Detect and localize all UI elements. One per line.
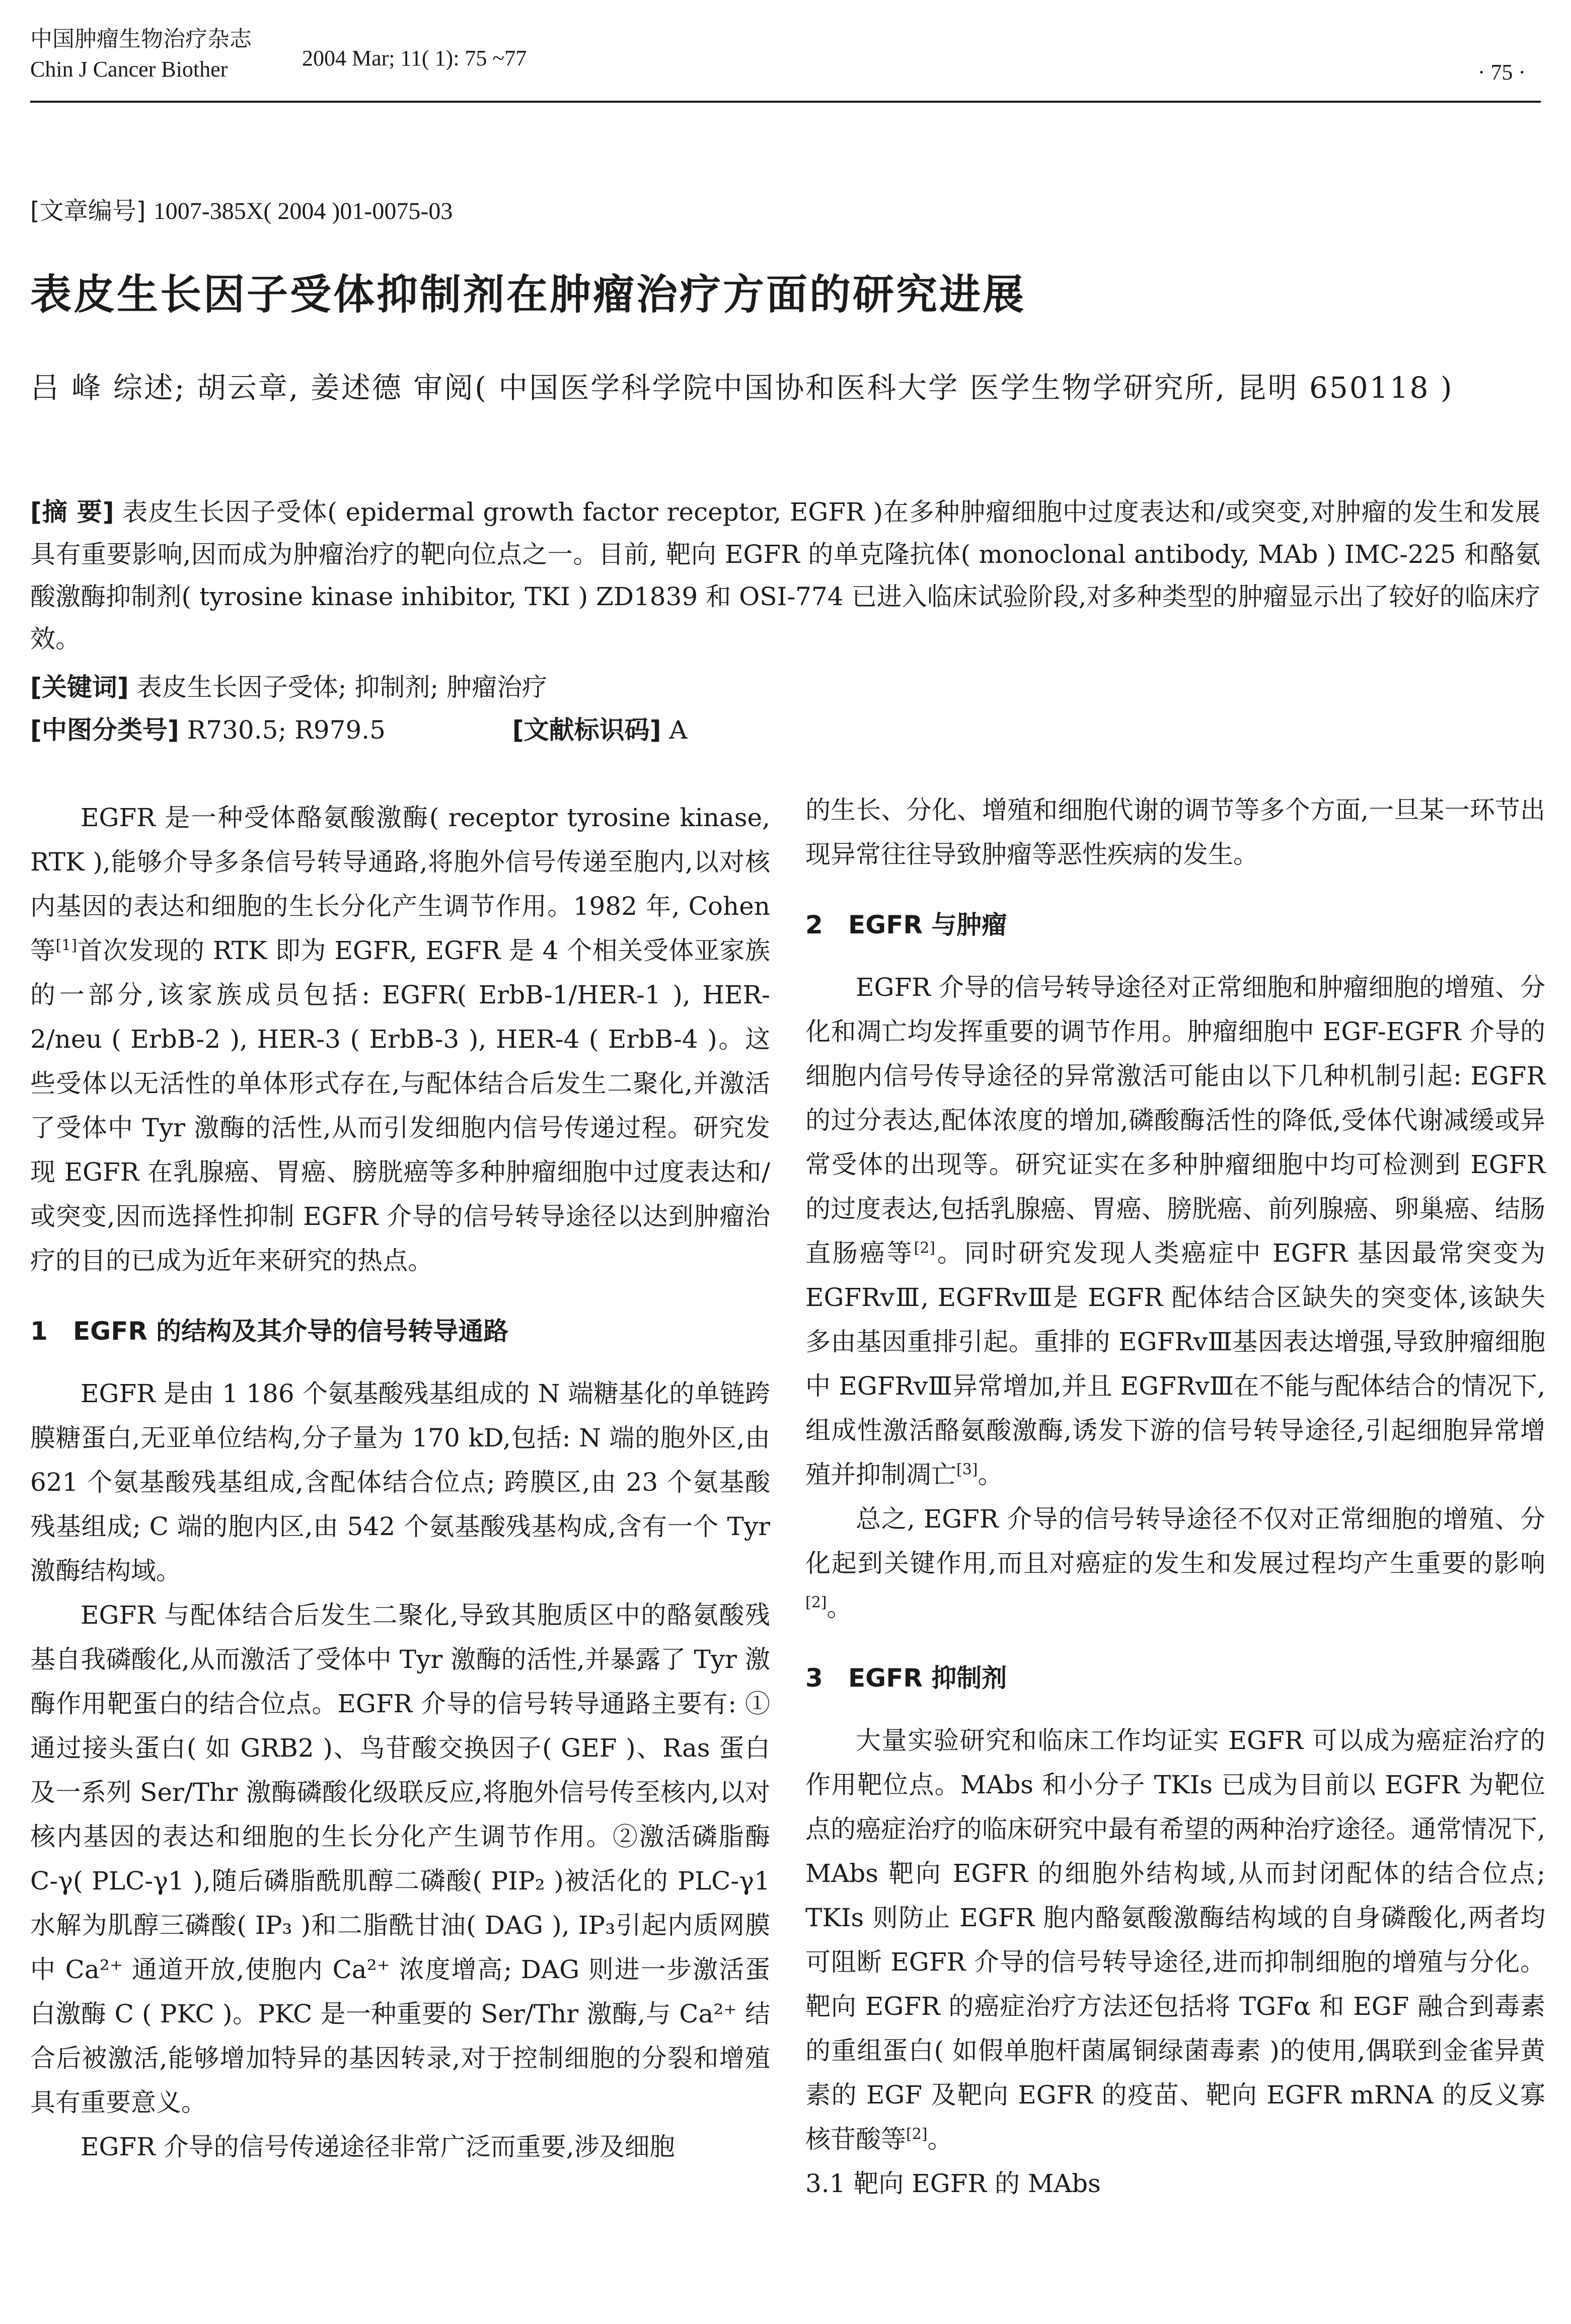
journal-header	[30, 24, 252, 85]
article-number-value: 1007-385X( 2004 )01-0075-03	[153, 198, 453, 225]
classification-label: [中图分类号]	[30, 715, 179, 745]
section-heading-2: 2 EGFR 与肿瘤	[805, 910, 1007, 939]
citation: [2]	[906, 2125, 928, 2143]
article-number	[30, 191, 453, 226]
journal-name-cn: 中国肿瘤生物治疗杂志	[30, 27, 252, 51]
header-rule	[30, 101, 1541, 103]
paragraph: 的生长、分化、增殖和细胞代谢的调节等多个方面,一旦某一环节出现异常往往导致肿瘤等恶性疾病的发生。	[805, 795, 1545, 869]
abstract	[30, 491, 1540, 660]
paragraph: EGFR 是一种受体酪氨酸激酶( receptor tyrosine kinase, RTK ),能够介导多条信号转导通路,将胞外信号传递至胞内,以对核内基因的表达和细胞的生长分化产生调节作用。1982 年, Cohen 等[1]首次发现的 RTK 即为 EGFR, EGFR 是 4 个相关受体亚家族的一部分,该家族成员包括: EGFR( ErbB-1/HER-1 ), HER-2/neu ( ErbB-2 ), HER-3 ( ErbB-3 ), HER-4 ( ErbB-4 )。这些受体以无活性的单体形式存在,与配体结合后发生二聚化,并激活了受体中 Tyr 激酶的活性,从而引发细胞内信号传递过程。研究发现 EGFR 在乳腺癌、胃癌、膀胱癌等多种肿瘤细胞中过度表达和/或突变,因而选择性抑制 EGFR 介导的信号转导途径以达到肿瘤治疗的目的已成为近年来研究的热点。	[30, 803, 770, 1275]
section-heading-1: 1 EGFR 的结构及其介导的信号转导通路	[30, 1317, 509, 1346]
keywords-label: [关键词]	[30, 673, 129, 702]
paragraph: EGFR 介导的信号转导途径对正常细胞和肿瘤细胞的增殖、分化和凋亡均发挥重要的调节作用。肿瘤细胞中 EGF-EGFR 介导的细胞内信号传导途径的异常激活可能由以下几种机制引起: EGFR 的过分表达,配体浓度的增加,磷酸酶活性的降低,受体代谢减缓或异常受体的出现等。研究证实在多种肿瘤细胞中均可检测到 EGFR 的过度表达,包括乳腺癌、胃癌、膀胱癌、前列腺癌、卵巢癌、结肠直肠癌等[2]。同时研究发现人类癌症中 EGFR 基因最常突变为 EGFRvⅢ, EGFRvⅢ是 EGFR 配体结合区缺失的突变体,该缺失多由基因重排引起。重排的 EGFRvⅢ基因表达增强,导致肿瘤细胞中 EGFRvⅢ异常增加,并且 EGFRvⅢ在不能与配体结合的情况下,组成性激活酪氨酸激酶,诱发下游的信号转导途径,引起细胞异常增殖并抑制凋亡[3]。	[805, 973, 1545, 1489]
paragraph: EGFR 与配体结合后发生二聚化,导致其胞质区中的酪氨酸残基自我磷酸化,从而激活了受体中 Tyr 激酶的活性,并暴露了 Tyr 激酶作用靶蛋白的结合位点。EGFR 介导的信号转导通路主要有: ①通过接头蛋白( 如 GRB2 )、鸟苷酸交换因子( GEF )、Ras 蛋白及一系列 Ser/Thr 激酶磷酸化级联反应,将胞外信号传至核内,以对核内基因的表达和细胞的生长分化产生调节作用。②激活磷脂酶 C-γ( PLC-γ1 ),随后磷脂酰肌醇二磷酸( PIP₂ )被活化的 PLC-γ1 水解为肌醇三磷酸( IP₃ )和二脂酰甘油( DAG ), IP₃引起内质网膜中 Ca²⁺ 通道开放,使胞内 Ca²⁺ 浓度增高; DAG 则进一步激活蛋白激酶 C ( PKC )。PKC 是一种重要的 Ser/Thr 激酶,与 Ca²⁺ 结合后被激活,能够增加特异的基因转录,对于控制细胞的分裂和增殖具有重要意义。	[30, 1601, 770, 2117]
classification	[30, 710, 687, 746]
classification-value: R730.5; R979.5	[187, 715, 386, 745]
paragraph: 总之, EGFR 介导的信号转导途径不仅对正常细胞的增殖、分化起到关键作用,而且对癌症的发生和发展过程均产生重要的影响[2]。	[805, 1504, 1545, 1622]
subsection-heading-3-1: 3.1 靶向 EGFR 的 MAbs	[805, 2169, 1101, 2198]
citation: [3]	[956, 1461, 978, 1479]
paragraph: 大量实验研究和临床工作均证实 EGFR 可以成为癌症治疗的作用靶位点。MAbs 和小分子 TKIs 已成为目前以 EGFR 为靶位点的癌症治疗的临床研究中最有希望的两种治疗途径。通常情况下, MAbs 靶向 EGFR 的细胞外结构域,从而封闭配体的结合位点; TKIs 则防止 EGFR 胞内酪氨酸激酶结构域的自身磷酸化,两者均可阻断 EGFR 介导的信号转导途径,进而抑制细胞的增殖与分化。靶向 EGFR 的癌症治疗方法还包括将 TGFα 和 EGF 融合到毒素的重组蛋白( 如假单胞杆菌属铜绿菌毒素 )的使用,偶联到金雀异黄素的 EGF 及靶向 EGFR 的疫苗、靶向 EGFR mRNA 的反义寡核苷酸等[2]。	[805, 1726, 1545, 2154]
issue-info: 2004 Mar; 11( 1): 75 ~77	[302, 46, 527, 70]
left-column	[30, 795, 770, 2169]
abstract-text: 表皮生长因子受体( epidermal growth factor receptor, EGFR )在多种肿瘤细胞中过度表达和/或突变,对肿瘤的发生和发展具有重要影响,因而成为肿瘤治疗的靶向位点之一。目前, 靶向 EGFR 的单克隆抗体( monoclonal antibody, MAb ) IMC-225 和酪氨酸激酶抑制剂( tyrosine kinase inhibitor, TKI ) ZD1839 和 OSI-774 已进入临床试验阶段,对多种类型的肿瘤显示出了较好的临床疗效。	[30, 497, 1540, 653]
paragraph: EGFR 是由 1 186 个氨基酸残基组成的 N 端糖基化的单链跨膜糖蛋白,无亚单位结构,分子量为 170 kD,包括: N 端的胞外区,由 621 个氨基酸残基组成,含配体结合位点; 跨膜区,由 23 个氨基酸残基组成; C 端的胞内区,由 542 个氨基酸残基构成,含有一个 Tyr 激酶结构域。	[30, 1379, 770, 1585]
authors: 吕 峰 综述; 胡云章, 姜述德 审阅( 中国医学科学院中国协和医科大学 医学生物学研究所, 昆明 650118 )	[30, 371, 1454, 405]
keywords-text: 表皮生长因子受体; 抑制剂; 肿瘤治疗	[136, 673, 548, 702]
page-number: · 75 ·	[1477, 60, 1526, 85]
article-title: 表皮生长因子受体抑制剂在肿瘤治疗方面的研究进展	[30, 271, 1026, 319]
abstract-label: [摘 要]	[30, 497, 114, 527]
keywords	[30, 667, 547, 703]
right-column	[805, 788, 1545, 2206]
citation: [2]	[805, 1593, 827, 1612]
paragraph: EGFR 介导的信号传递途径非常广泛而重要,涉及细胞	[81, 2132, 675, 2161]
document-code-value: A	[669, 715, 688, 745]
section-heading-3: 3 EGFR 抑制剂	[805, 1663, 1007, 1693]
citation: [2]	[914, 1239, 936, 1257]
article-number-label: [文章编号]	[30, 197, 146, 225]
citation: [1]	[55, 936, 78, 955]
document-code-label: [文献标识码]	[512, 715, 661, 745]
journal-name-en: Chin J Cancer Biother	[30, 57, 228, 82]
